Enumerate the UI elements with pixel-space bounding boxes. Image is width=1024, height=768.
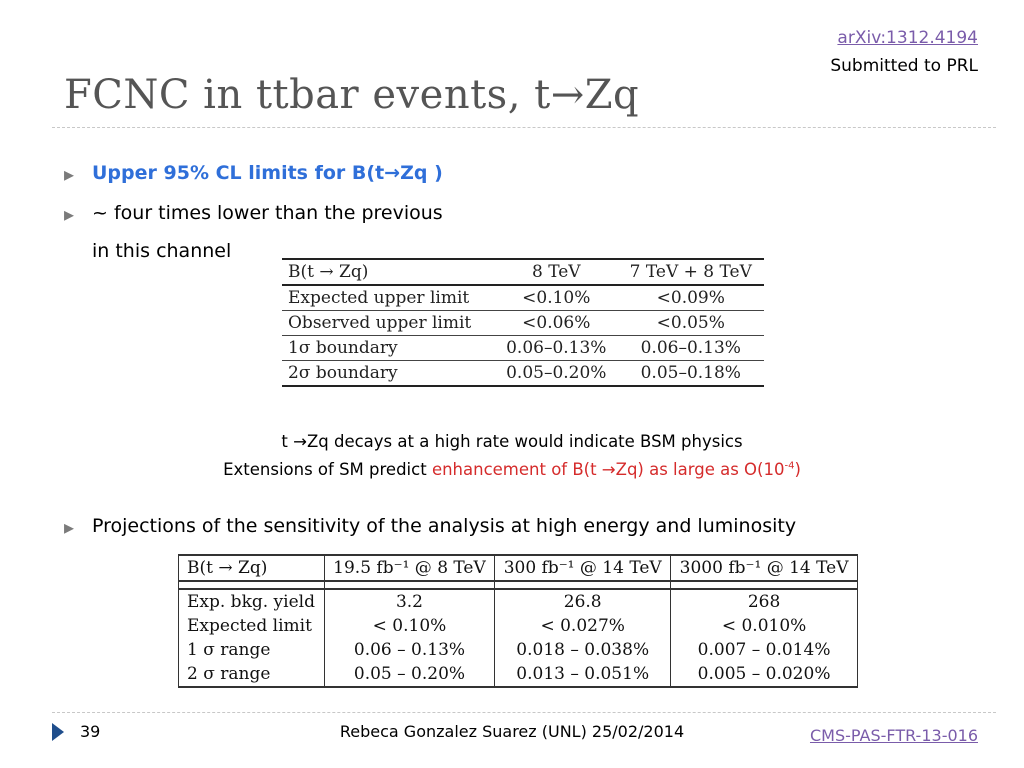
table-cell: 0.007 – 0.014% <box>671 638 858 662</box>
table-header-cell: B(t → Zq) <box>282 259 495 285</box>
table-row <box>282 311 764 336</box>
table-row <box>179 589 858 614</box>
bullet-four-times-lower-cont: in this channel <box>92 240 232 262</box>
table-cell: 26.8 <box>495 589 671 614</box>
slide-title: FCNC in ttbar events, t→Zq <box>64 72 640 118</box>
sm-extension-prefix: Extensions of SM predict <box>223 460 432 479</box>
table-cell: <0.05% <box>618 311 764 336</box>
table-cell: 0.06 – 0.13% <box>324 638 495 662</box>
table-header-cell: B(t → Zq) <box>179 555 325 581</box>
arxiv-link[interactable]: arXiv:1312.4194 <box>837 28 978 48</box>
bullet-four-times-lower: ~ four times lower than the previous <box>92 202 443 224</box>
submission-status: Submitted to PRL <box>830 56 978 76</box>
table-cell: Expected limit <box>179 614 325 638</box>
bullet-upper-limits: Upper 95% CL limits for B(t→Zq ) <box>92 162 443 184</box>
bullet-triangle-icon: ▸ <box>64 202 75 226</box>
projection-table <box>178 554 858 688</box>
table-cell: <0.09% <box>618 285 764 311</box>
table-cell: 268 <box>671 589 858 614</box>
table-row <box>282 285 764 311</box>
table-header-cell: 8 TeV <box>495 259 618 285</box>
table-cell: 1σ boundary <box>282 336 495 361</box>
title-divider <box>52 127 996 128</box>
table-spacer <box>179 581 858 589</box>
table-cell: <0.10% <box>495 285 618 311</box>
footer-author: Rebeca Gonzalez Suarez (UNL) 25/02/2014 <box>339 722 685 741</box>
table-cell: 0.018 – 0.038% <box>495 638 671 662</box>
table-header-row <box>282 259 764 285</box>
footer-divider <box>52 712 996 713</box>
table-cell: < 0.10% <box>324 614 495 638</box>
table-cell: 0.05 – 0.20% <box>324 662 495 687</box>
table-cell: 0.013 – 0.051% <box>495 662 671 687</box>
table-cell: Expected upper limit <box>282 285 495 311</box>
table-cell: <0.06% <box>495 311 618 336</box>
bullet-triangle-icon: ▸ <box>64 162 75 186</box>
table-cell: Exp. bkg. yield <box>179 589 325 614</box>
cms-pas-link[interactable]: CMS-PAS-FTR-13-016 <box>809 726 978 745</box>
table-cell: 0.005 – 0.020% <box>671 662 858 687</box>
table-header-cell: 300 fb⁻¹ @ 14 TeV <box>495 555 671 581</box>
bullet-projections: Projections of the sensitivity of the analysis at high energy and luminosity <box>92 515 797 537</box>
table-cell: 2σ boundary <box>282 361 495 387</box>
table-cell: 0.05–0.20% <box>495 361 618 387</box>
page-number: 39 <box>80 722 101 741</box>
table-cell: 2 σ range <box>179 662 325 687</box>
bsm-note: t →Zq decays at a high rate would indicate BSM physics <box>281 432 743 451</box>
table-header-cell: 19.5 fb⁻¹ @ 8 TeV <box>324 555 495 581</box>
table-row <box>282 361 764 387</box>
table-row <box>282 336 764 361</box>
table-cell: 0.05–0.18% <box>618 361 764 387</box>
table-row <box>179 638 858 662</box>
bullet-triangle-icon: ▸ <box>64 515 75 539</box>
table-cell: 0.06–0.13% <box>618 336 764 361</box>
table-cell: 1 σ range <box>179 638 325 662</box>
table-header-cell: 3000 fb⁻¹ @ 14 TeV <box>671 555 858 581</box>
table-cell: < 0.027% <box>495 614 671 638</box>
table-header-cell: 7 TeV + 8 TeV <box>618 259 764 285</box>
limits-table <box>282 258 764 387</box>
table-row <box>179 614 858 638</box>
enhancement-text: enhancement of B(t →Zq) as large as $O(10^{-4})$ <box>431 460 801 479</box>
table-header-row <box>179 555 858 581</box>
table-cell: 0.06–0.13% <box>495 336 618 361</box>
table-cell: < 0.010% <box>671 614 858 638</box>
sm-extension-note <box>0 460 1024 479</box>
table-row <box>179 662 858 687</box>
table-cell: 3.2 <box>324 589 495 614</box>
table-cell: Observed upper limit <box>282 311 495 336</box>
